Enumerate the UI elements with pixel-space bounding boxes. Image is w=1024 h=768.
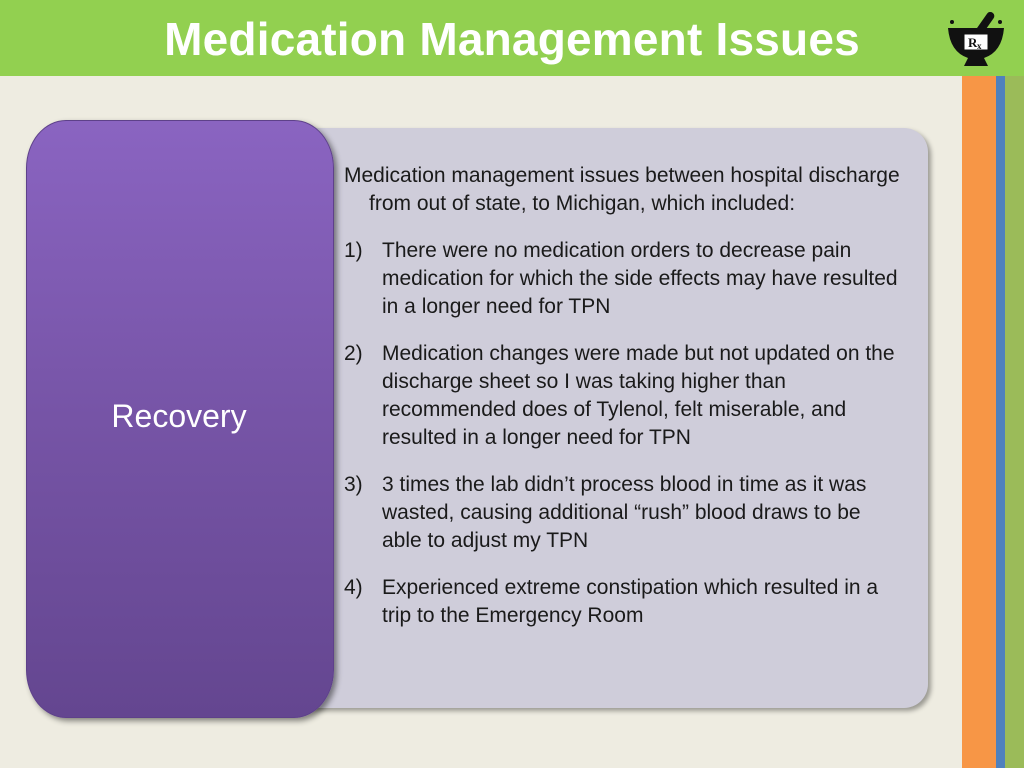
list-item-text: 3 times the lab didn’t process blood in time as it was wasted, causing additional “rush” blood draws to be able to adjust my TPN	[382, 473, 867, 552]
list-item	[344, 340, 904, 452]
slide-title: Medication Management Issues	[164, 13, 860, 65]
decorative-stripe-orange	[962, 76, 996, 768]
mortar-pestle-rx-icon	[944, 8, 1008, 70]
list-item-number: 4)	[344, 576, 363, 599]
decorative-stripe-blue	[996, 76, 1005, 768]
section-label: Recovery	[111, 398, 247, 434]
list-item	[344, 574, 904, 630]
list-item-number: 1)	[344, 239, 363, 262]
list-item-text: Medication changes were made but not updated on the discharge sheet so I was taking higher than recommended does of Tylenol, felt miserable, and resulted in a longer need for TPN	[382, 342, 895, 449]
list-item	[344, 471, 904, 555]
list-item-text: Experienced extreme constipation which resulted in a trip to the Emergency Room	[382, 576, 879, 627]
content-body	[344, 162, 904, 649]
list-item	[344, 237, 904, 321]
list-item-text: There were no medication orders to decrease pain medication for which the side effects may have resulted in a longer need for TPN	[382, 239, 898, 318]
list-item-number: 3)	[344, 473, 363, 496]
svg-text:R: R	[968, 35, 978, 50]
intro-text: Medication management issues between hospital discharge from out of state, to Michigan, which included:	[344, 164, 900, 215]
decorative-stripe-green	[1005, 76, 1024, 768]
svg-text:x: x	[977, 41, 982, 51]
list-item-number: 2)	[344, 342, 363, 365]
issue-list	[344, 237, 904, 630]
